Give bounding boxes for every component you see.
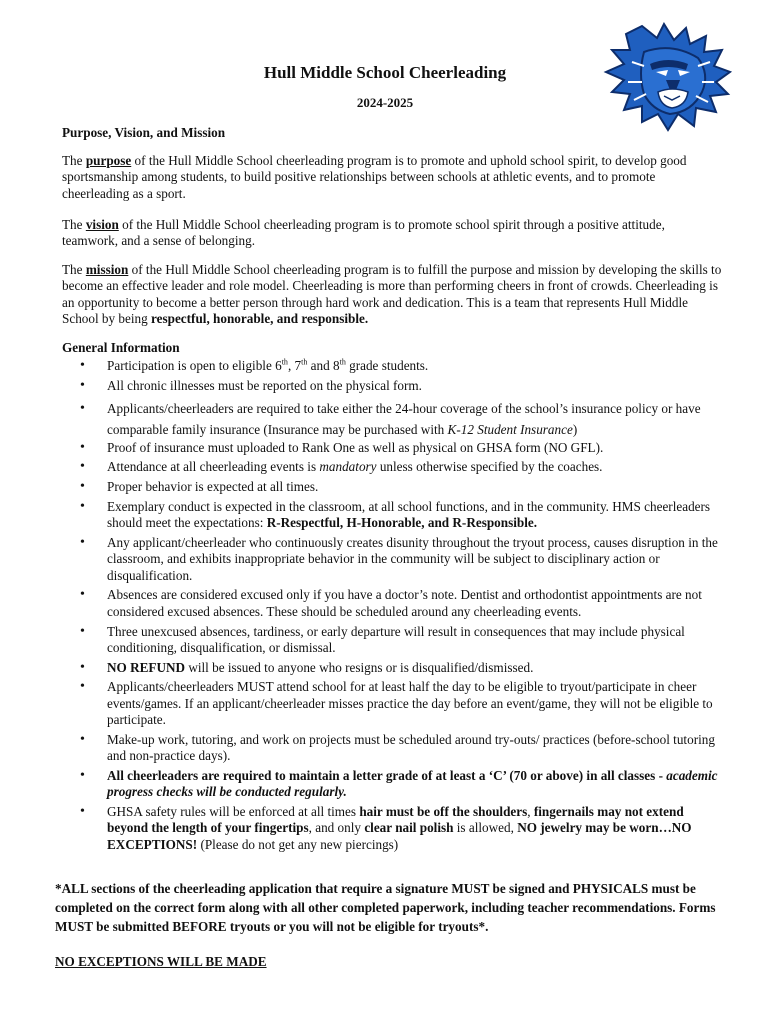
list-item: • Attendance at all cheerleading events is mandatory unless otherwise specified by the coaches. <box>80 459 720 475</box>
mission-paragraph: The mission of the Hull Middle School cheerleading program is to fulfill the purpose and mission by developing the skills to become an effective leader and role model. Cheerleading is more than performing cheers in front of crowds. Cheerleading is an opportunity to become a better person through hard work and dedication. This is a team that represents Hull Middle School by being respectful, honorable, and responsible. <box>62 262 722 326</box>
general-info-heading: General Information <box>62 340 180 355</box>
mission-keyword: mission <box>85 262 129 277</box>
list-item: • Absences are considered excused only if you have a doctor’s note. Dentist and orthodontist appointments are not considered excused absences. These should be scheduled around any cheerleading events. <box>80 587 720 620</box>
list-item: • Exemplary conduct is expected in the classroom, at all school functions, and in the community. HMS cheerleaders should meet the expectations: R-Respectful, H-Honorable, and R-Responsible. <box>80 499 720 532</box>
list-item: • Applicants/cheerleaders MUST attend school for at least half the day to be eligible to tryout/participate in cheer events/games. If an applicant/cheerleader misses practice the day before an event/game, they will not be eligible to participate. <box>80 679 720 728</box>
signature-notice: *ALL sections of the cheerleading application that require a signature MUST be signed and PHYSICALS must be completed on the correct form along with all other completed paperwork, including teacher recommendations. Forms MUST be submitted BEFORE tryouts or you will not be eligible for tryouts*. <box>55 881 716 934</box>
list-item: • Proof of insurance must uploaded to Rank One as well as physical on GHSA form (NO GFL). <box>80 440 720 456</box>
list-item: • Participation is open to eligible 6th, 7th and 8th grade students. <box>80 358 720 374</box>
vision-paragraph: The vision of the Hull Middle School cheerleading program is to promote school spirit through a positive attitude, teamwork, and a sense of belonging. <box>62 217 665 249</box>
no-exceptions-footer: NO EXCEPTIONS WILL BE MADE <box>55 954 267 969</box>
list-item: • Make-up work, tutoring, and work on projects must be scheduled around try-outs/ practices (before-school tutoring and non-practice days). <box>80 732 720 765</box>
list-item: • All chronic illnesses must be reported on the physical form. <box>80 378 720 394</box>
school-year: 2024-2025 <box>356 95 414 110</box>
list-item: • Applicants/cheerleaders are required to take either the 24-hour coverage of the school’s insurance policy or have comparable family insurance (Insurance may be purchased with K-12 Student Insurance) <box>80 398 720 440</box>
list-item: • GHSA safety rules will be enforced at all times hair must be off the shoulders, fingernails may not extend beyond the length of your fingertips, and only clear nail polish is allowed, NO jewelry may be worn…NO EXCEPTIONS! (Please do not get any new piercings) <box>80 804 720 853</box>
list-item: • All cheerleaders are required to maintain a letter grade of at least a ‘C’ (70 or above) in all classes - academic progress checks will be conducted regularly. <box>80 768 720 801</box>
list-item: • Proper behavior is expected at all times. <box>80 479 720 495</box>
document-title: Hull Middle School Cheerleading <box>263 63 507 82</box>
pvm-heading: Purpose, Vision, and Mission <box>62 125 226 140</box>
list-item: • NO REFUND will be issued to anyone who resigns or is disqualified/dismissed. <box>80 660 720 676</box>
purpose-paragraph: The purpose of the Hull Middle School cheerleading program is to promote and uphold school spirit, to develop good sportsmanship among students, to build positive relationships between schools at athletic events, and to promote cheerleading as a sport. <box>62 153 687 201</box>
purpose-keyword: purpose <box>85 153 132 168</box>
vision-keyword: vision <box>85 217 119 232</box>
general-info-list <box>80 358 720 856</box>
list-item: • Three unexcused absences, tardiness, or early departure will result in consequences that may include physical conditioning, disqualification, or dismissal. <box>80 624 720 657</box>
list-item: • Any applicant/cheerleader who continuously creates disunity throughout the tryout process, causes disruption in the classroom, and exhibits inappropriate behavior in the community will be subject to disciplinary action or disqualification. <box>80 535 720 584</box>
